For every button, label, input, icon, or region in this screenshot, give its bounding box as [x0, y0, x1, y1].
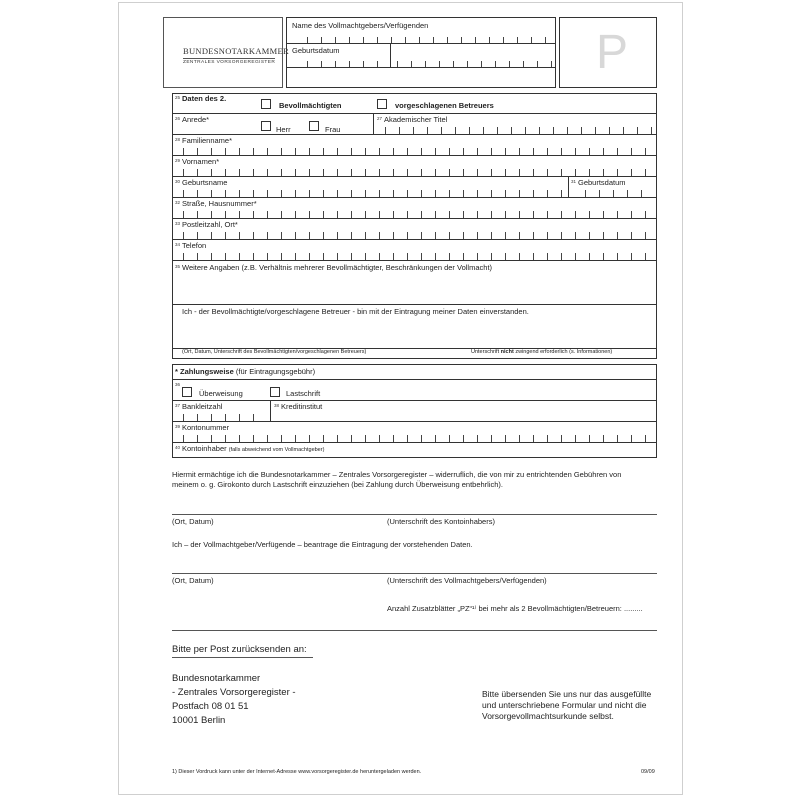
- label-familienname: Familienname*: [182, 136, 233, 145]
- label-anrede: Anrede*: [182, 115, 210, 124]
- payment-title-text: Zahlungsweise: [180, 367, 234, 376]
- checkbox-frau[interactable]: [309, 121, 319, 131]
- field-number: 30: [175, 179, 181, 184]
- field-number: 34: [175, 242, 181, 247]
- row-separator: [172, 155, 656, 156]
- request-sig-caption: (Unterschrift des Vollmachtgebers/Verfügenden): [387, 576, 547, 585]
- label-institut: Kreditinstitut: [281, 402, 323, 411]
- address-line-3: Postfach 08 01 51: [172, 701, 249, 712]
- field-number: 39: [175, 424, 181, 429]
- row-separator: [172, 379, 656, 380]
- field-number: 26: [175, 116, 181, 121]
- birth-divider: [390, 43, 391, 67]
- input-geburtsname[interactable]: [183, 190, 567, 197]
- row-separator: [172, 113, 656, 114]
- input-weitere[interactable]: [179, 273, 653, 303]
- label-blz: Bankleitzahl: [182, 402, 223, 411]
- field-number: 36: [175, 382, 181, 387]
- kontoinhaber-note: (falls abweichend vom Vollmachtgeber): [228, 447, 325, 453]
- row-separator: [172, 442, 656, 443]
- birth-bottom-line: [287, 67, 555, 68]
- sig-note-pre: Unterschrift: [471, 349, 501, 355]
- field-number: 35: [175, 264, 181, 269]
- consent-signature-field[interactable]: [179, 321, 653, 345]
- logo-main: BUNDESNOTARKAMMER: [183, 46, 289, 56]
- payment-star: *: [175, 367, 181, 376]
- mandate-sig-caption: (Unterschrift des Kontoinhabers): [387, 517, 495, 526]
- field-number: 38: [274, 403, 280, 408]
- label-plz: Postleitzahl, Ort*: [182, 220, 238, 229]
- input-familienname[interactable]: [183, 148, 653, 155]
- row-separator: [172, 260, 656, 261]
- label-telefon: Telefon: [182, 241, 207, 250]
- input-institut[interactable]: [279, 411, 653, 420]
- return-heading: Bitte per Post zurücksenden an:: [172, 644, 307, 655]
- field-number: 40: [175, 445, 181, 450]
- label-herr: Herr: [276, 125, 291, 134]
- address-line-1: Bundesnotarkammer: [172, 673, 261, 684]
- input-strasse[interactable]: [183, 211, 653, 218]
- input-geburtsdatum-2[interactable]: [585, 190, 653, 197]
- field-number: 33: [175, 221, 181, 226]
- address-line-2: - Zentrales Vorsorgeregister -: [172, 687, 296, 698]
- payment-title-note: (für Eintragungsgebühr): [233, 367, 316, 376]
- mandate-signature-line: [172, 514, 657, 515]
- label-titel: Akademischer Titel: [384, 115, 448, 124]
- row-separator: [172, 400, 656, 401]
- form-page: [118, 2, 683, 795]
- logo-sub: ZENTRALES VORSORGEREGISTER: [183, 60, 276, 65]
- zusatz-text: Anzahl Zusatzblätter „PZ“¹⁾ bei mehr als 2 Bevollmächtigten/Betreuern: .........: [387, 604, 643, 613]
- input-blz[interactable]: [183, 414, 267, 421]
- name-label: Name des Vollmachtgebers/Verfügenden: [292, 21, 429, 30]
- mandate-line-2: meinem o. g. Girokonto durch Lastschrift einzuziehen (bei Zahlung durch Überweisung entbehrlich).: [172, 480, 504, 489]
- row-separator: [172, 197, 656, 198]
- section-divider: [172, 630, 657, 631]
- form-version: 09/09: [641, 769, 655, 775]
- field-number: 28: [175, 137, 181, 142]
- sig-note-post: zwingend erforderlich (s. Informationen): [513, 349, 613, 355]
- logo-box: [163, 17, 289, 88]
- signature-caption: (Ort, Datum, Unterschrift des Bevollmächtigten/vorgeschlagenen Betreuers): [182, 349, 367, 355]
- label-kontonummer: Kontonummer: [182, 423, 230, 432]
- checkbox-ueberweisung[interactable]: [182, 387, 192, 397]
- input-kontoinhaber[interactable]: [279, 449, 653, 457]
- row-separator: [172, 176, 656, 177]
- field-divider: [270, 400, 271, 421]
- row-separator: [172, 218, 656, 219]
- request-text: Ich – der Vollmachtgeber/Verfügende – beantrage die Eintragung der vorstehenden Daten.: [172, 540, 473, 549]
- field-number: 31: [571, 179, 577, 184]
- field-number: 32: [175, 200, 181, 205]
- field-number: 37: [175, 403, 181, 408]
- consent-text: Ich - der Bevollmächtigte/vorgeschlagene Betreuer - bin mit der Eintragung meiner Daten einverstanden.: [182, 307, 529, 316]
- field-divider: [568, 176, 569, 197]
- mandate-signature-field[interactable]: [172, 498, 657, 513]
- field-number: 25: [175, 95, 181, 100]
- label-geburtsname: Geburtsname: [182, 178, 228, 187]
- birth-label: Geburtsdatum: [292, 46, 340, 55]
- input-kontonummer[interactable]: [183, 435, 653, 442]
- input-plz[interactable]: [183, 232, 653, 239]
- return-note-2: und unterschriebene Formular und nicht die: [482, 700, 647, 710]
- signature-note: [471, 349, 612, 356]
- input-telefon[interactable]: [183, 253, 653, 260]
- row-separator: [172, 134, 656, 135]
- label-weitere: Weitere Angaben (z.B. Verhältnis mehrerer Bevollmächtigter, Beschränkungen der Vollmacht): [182, 263, 493, 272]
- return-note-1: Bitte übersenden Sie uns nur das ausgefüllte: [482, 689, 652, 699]
- footnote: 1) Dieser Vordruck kann unter der Internet-Adresse www.vorsorgeregister.de heruntergeladen werden.: [172, 769, 422, 775]
- kontoinhaber-text: Kontoinhaber: [182, 444, 227, 453]
- label-lastschrift: Lastschrift: [286, 389, 321, 398]
- request-signature-field[interactable]: [172, 557, 657, 572]
- sig-note-bold: nicht: [500, 349, 514, 355]
- row-separator: [172, 304, 656, 305]
- label-ueberweisung: Überweisung: [199, 389, 243, 398]
- label-vornamen: Vornamen*: [182, 157, 220, 166]
- field-number: 27: [377, 116, 383, 121]
- label-geburtsdatum-2: Geburtsdatum: [578, 178, 626, 187]
- label-betreuer: vorgeschlagenen Betreuers: [395, 101, 494, 110]
- field-number: 29: [175, 158, 181, 163]
- mandate-line-1: Hiermit ermächtige ich die Bundesnotarkammer – Zentrales Vorsorgeregister – widerruflich, die von mir zu entrichtenden Gebühren von: [172, 470, 622, 479]
- request-signature-line: [172, 573, 657, 574]
- checkbox-lastschrift[interactable]: [270, 387, 280, 397]
- return-heading-underline: [172, 657, 313, 658]
- mandate-ort-datum: (Ort, Datum): [172, 517, 214, 526]
- label-strasse: Straße, Hausnummer*: [182, 199, 257, 208]
- input-vornamen[interactable]: [183, 169, 653, 176]
- row-separator: [172, 421, 656, 422]
- row-separator: [172, 239, 656, 240]
- checkbox-betreuer[interactable]: [377, 99, 387, 109]
- p-box: [559, 17, 657, 88]
- name-divider: [287, 43, 555, 44]
- label-frau: Frau: [325, 125, 341, 134]
- checkbox-bevollmaechtigter[interactable]: [261, 99, 271, 109]
- payment-title: [175, 367, 315, 376]
- applicant-box: [286, 17, 556, 88]
- checkbox-herr[interactable]: [261, 121, 271, 131]
- section2-title: Daten des 2.: [182, 94, 227, 103]
- label-bevollmaechtigter: Bevollmächtigten: [279, 101, 342, 110]
- return-note-3: Vorsorgevollmachtsurkunde selbst.: [482, 711, 614, 721]
- address-line-4: 10001 Berlin: [172, 715, 226, 726]
- input-titel[interactable]: [385, 127, 653, 134]
- request-ort-datum: (Ort, Datum): [172, 576, 214, 585]
- p-letter: P: [596, 26, 629, 79]
- field-divider: [373, 113, 374, 134]
